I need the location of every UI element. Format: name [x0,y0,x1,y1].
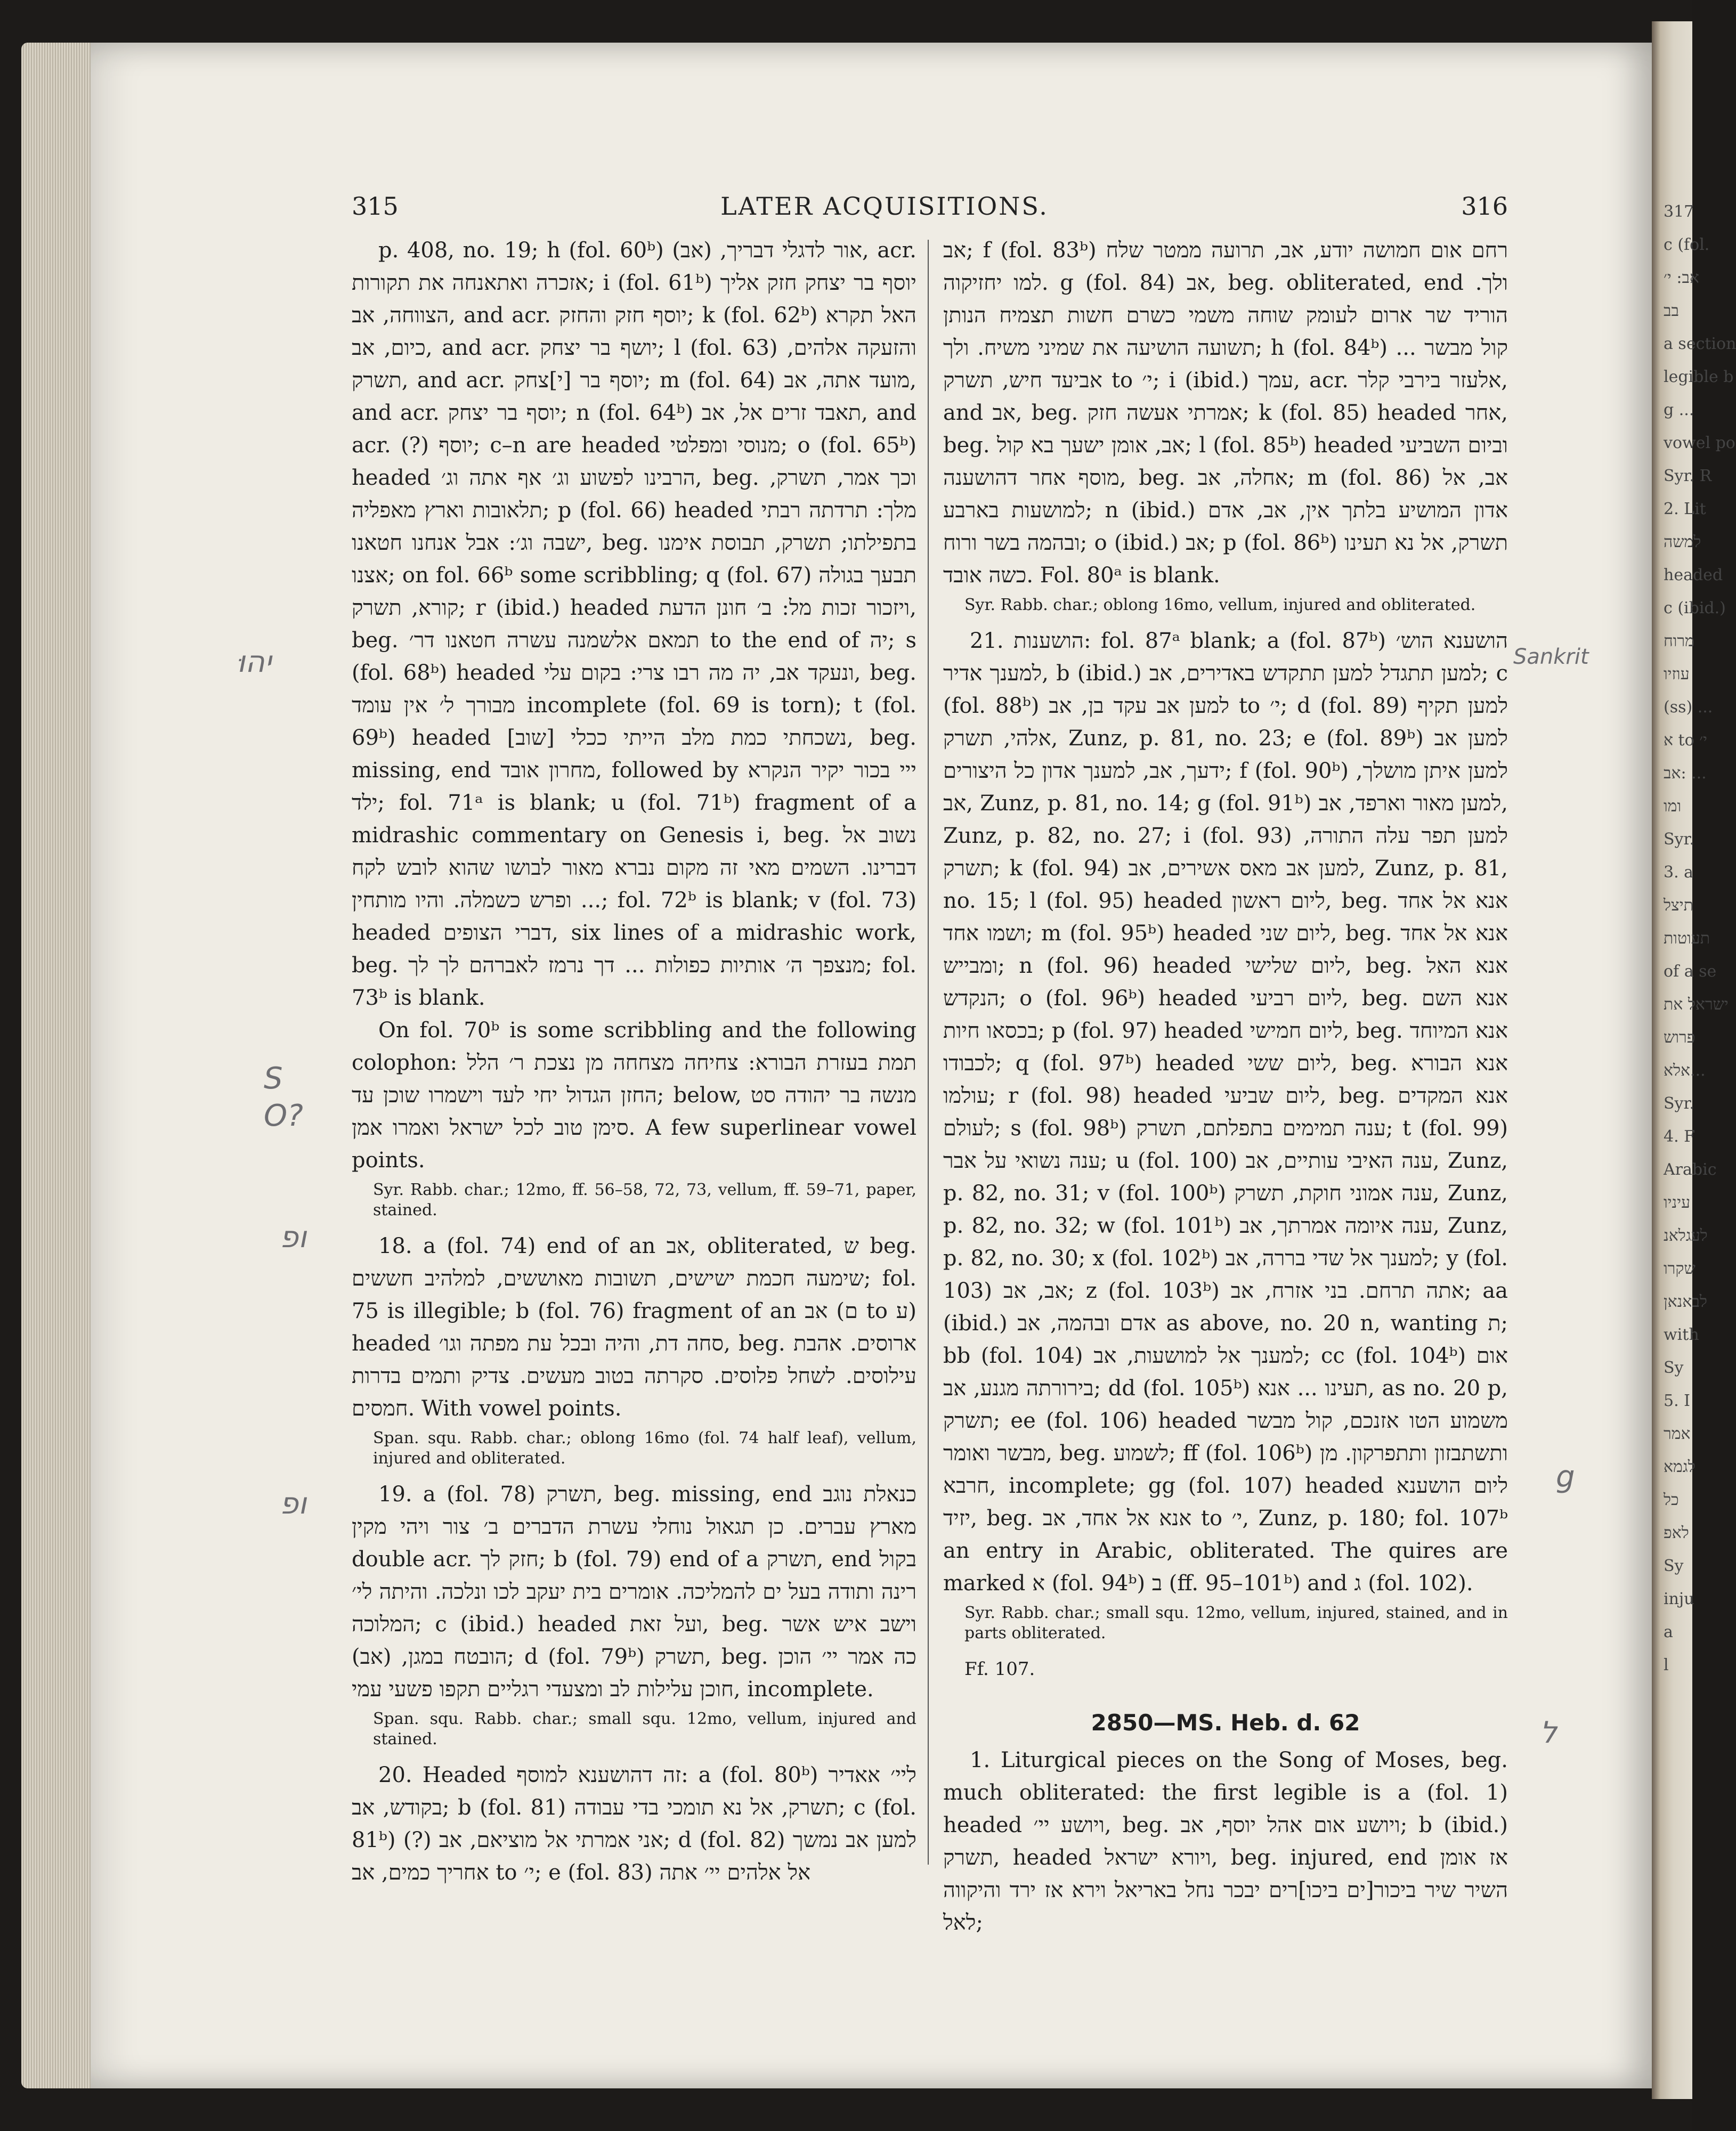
description-note: Syr. Rabb. char.; small squ. 12mo, vellum, injured, stained, and in parts obliterated. [964,1604,1508,1642]
manuscript-heading: 2850—MS. Heb. d. 62 [1091,1710,1360,1736]
description-note: Span. squ. Rabb. char.; oblong 16mo (fol. 74 half leaf), vellum, injured and obliterated. [373,1429,916,1468]
next-page-fragment: Syr. [1664,1094,1695,1113]
next-page-fragment: למשה [1664,533,1701,551]
next-page-fragment: שקרו [1664,1259,1696,1278]
next-page-fragment: Sy [1664,1557,1684,1575]
next-page-fragment: 2. Lit [1664,500,1706,518]
next-page-fragment: c (fol. [1664,235,1710,254]
next-page-fragment: לגמא [1664,1458,1696,1476]
entry-paragraph: On fol. 70ᵇ is some scribbling and the following colophon: תמת בעזרת הבורא: צחיחה מצחחה מן נצכת ר׳ הלל החזן הגדול יחי לעד וישמרו שוכן עד; below, מנשה בר יהודה סט סימן טוב לכל ישראל ואמרו אמן. A few superlinear vowel points. [352,1018,917,1173]
next-page-fragment: a [1664,1623,1673,1641]
next-page-fragment: לבאנאן [1664,1292,1707,1311]
page-number-right: 316 [1461,192,1508,221]
entry-paragraph: 21. הושענות: fol. 87ᵃ blank; a (fol. 87ᵇ) הושענא הוש׳ למענך אדיר, b (ibid.) למען תתגדל למען תתקדש באדירים, אב; c (fol. 88ᵇ) למען אב עקד בן, אב to י׳; d (fol. 89) למען תקיף אלהי, תשרק, Zunz, p. 81, no. 23; e (fol. 89ᵇ) למען אב ידעך, אב, למענך אדון כל היצורים; f (fol. 90ᵇ) למען איתן מושלך, אב, Zunz, p. 81, no. 14; g (fol. 91ᵇ) למען מאור וארפד, אב, Zunz, p. 82, no. 27; i (fol. 93) למען תפר עלה התורה, תשרק; k (fol. 94) למען אב מאס אשירים, אב, Zunz, p. 81, no. 15; l (fol. 95) headed ליום ראשון, beg. אנא אל אחד ושמו אחד; m (fol. 95ᵇ) headed ליום שני, beg. אנא אל אחד ומבייש; n (fol. 96) headed ליום שלישי, beg. אנא האל הנקדש; o (fol. 96ᵇ) headed ליום רביעי, beg. אנא השם בכסאו חיות; p (fol. 97) headed ליום חמישי, beg. אנא המיוחד לכבודו; q (fol. 97ᵇ) headed ליום ששי, beg. אנא הבורא עולמו; r (fol. 98) headed ליום שביעי, beg. אנא המקדים לעולם; s (fol. 98ᵇ) ענה תמימים בתפלתם, תשרק; t (fol. 99) ענה נשואי על אבר; u (fol. 100) ענה האיבי עותיים, אב, Zunz, p. 82, no. 31; v (fol. 100ᵇ) ענה אמוני חוקת, תשרק, Zunz, p. 82, no. 32; w (fol. 101ᵇ) ענה איומה אמרתך, אב, Zunz, p. 82, no. 30; x (fol. 102ᵇ) למענך אל שדי בררה, אב; y (fol. 103) אב, אב; z (fol. 103ᵇ) אתה תרחם. בני אזרח, אב; aa (ibid.) אדם ובהמה, אב as above, no. 20 n, wanting ת; bb (fol. 104) למענך אל למושעות, אב; cc (fol. 104ᵇ) אום בירורתה מגנע, אב; dd (fol. 105ᵇ) תעינו ... אנא, as no. 20 p, תשרק; ee (fol. 106) headed משמוע הטו אזנכם, קול מבשר מבשר ואומר, beg. לשמוע; ff (fol. 106ᵇ) ותשתבזון ותתפרקון. מן חרבא, incomplete; gg (fol. 107) headed ליום הושענא יזיד, beg. אנא אל אחד, אב to י׳, Zunz, p. 180; fol. 107ᵇ an entry in Arabic, obliterated. The quires are marked א (fol. 94ᵇ) ב (ff. 95–101ᵇ) and ג (fol. 102). [943,629,1508,1596]
entry-paragraph: 1. Liturgical pieces on the Song of Moses, beg. much obliterated: the first legible is a (fol. 1) headed ויושע יי׳, beg. ויושע אום אהל יוסף, אב; b (ibid.) תשרק, headed ויורא ישראל, beg. injured, end אז אומן השיר שיר ביכור[ים ביכו]רים יבכר נחל באריאל וירא אז ירד והיקווה לאל; [943,1748,1508,1935]
next-page-fragment: Sy [1664,1359,1684,1377]
description-note: Syr. Rabb. char.; oblong 16mo, vellum, injured and obliterated. [964,596,1476,614]
margin-note: יהוּ [237,645,272,679]
next-page-fragment: 4. F [1664,1127,1695,1146]
next-page-fragment: עיניו [1664,1193,1691,1212]
next-page-fragment: עוזיו [1664,665,1690,684]
next-page-fragment: בב [1664,302,1679,320]
page-edges [21,43,101,2088]
next-page-fragment: legible b [1664,368,1734,386]
next-page-fragment: vowel po [1664,434,1735,452]
next-page-fragment: ישראל את [1664,995,1729,1014]
next-page-fragment: אב: ... [1664,764,1707,783]
next-page-fragment: לעגלאנ [1664,1226,1708,1245]
next-page-fragment: תיצל [1664,896,1693,915]
next-page-fragment: 5. I [1664,1392,1691,1410]
margin-note: ל [1540,1715,1557,1750]
margin-note: g [1556,1460,1575,1494]
next-page-fragment: תעוטות [1664,929,1710,948]
next-page-fragment: Arabic [1664,1160,1717,1179]
running-header [261,192,1508,234]
next-page-fragment: Syr. R [1664,467,1712,485]
next-page-fragment: 317 [1664,202,1694,221]
description-note: Syr. Rabb. char.; 12mo, ff. 56–58, 72, 73, vellum, ff. 59–71, paper, stained. [373,1181,916,1219]
next-page-fragment: (ss) ... [1664,698,1713,717]
left-column [352,234,916,1971]
margin-note: ופ [280,1220,307,1255]
next-page-fragment: אב: י׳ [1664,269,1699,287]
entry-paragraph: 20. Headed זה דהושענא למוסף: a (fol. 80ᵇ) ליי׳ אאדיר בקודש, אב; b (fol. 81) תשרק, אל נא תומכי בדי עבודה; c (fol. 81ᵇ) (?) אני אמרתי אל מוציאם, אב; d (fol. 82) למען אב נמשך אחריך כמים, אב to י׳; e (fol. 83) אל אלהים יי׳ אתה [352,1763,917,1885]
folio-count: Ff. 107. [964,1658,1035,1680]
next-page-fragment: Syr. [1664,830,1695,849]
next-page-fragment: with [1664,1325,1699,1344]
next-page-fragment: l [1664,1656,1669,1674]
next-page-fragment: כל [1664,1491,1679,1509]
next-page-fragment: אלא... [1664,1061,1706,1080]
next-page-fragment: inju [1664,1590,1694,1608]
next-page-fragment: לאפ [1664,1524,1689,1542]
next-page-fragment: מרוח [1664,632,1694,650]
page-title: LATER ACQUISITIONS. [720,192,1049,221]
next-page-fragment: c (ibid.) [1664,599,1726,617]
next-page-fragment: א to י׳ [1664,731,1708,750]
margin-note: Sankrit [1513,645,1589,669]
entry-paragraph: 19. a (fol. 78) תשרק, beg. missing, end כנאלת נוגב מארץ עברים. כן תגאול נוחלי עשרת הדברים ב׳ צור ויהי מקין double acr. חזק לך; b (fol. 79) end of a תשרק, end בקול רינה ותודה בעל ים להמליכה. אומרים בית יעקב לכו ונלכה. והיתה לי׳ המלוכה; c (ibid.) headed ועל זאת, beg. וישב איש אשר הובטח במגן, (אב); d (fol. 79ᵇ) תשרק, beg. כה אמר יי׳ הוכן חוכן עלילות לב ומצעדי רגליים תקפו פשעי עמי, incomplete. [352,1482,917,1702]
right-column [943,234,1508,1971]
margin-note: ופ [280,1486,307,1521]
description-note: Span. squ. Rabb. char.; small squ. 12mo, vellum, injured and stained. [373,1710,916,1748]
next-page-fragment: headed [1664,566,1723,584]
next-page-fragment: ומו [1664,797,1682,816]
next-page-fragment: g ... [1664,401,1694,419]
next-page-fragment: a section [1664,335,1736,353]
margin-note: S O? [264,1061,303,1133]
next-page-fragment: 3. a [1664,863,1694,882]
entry-paragraph: 18. a (fol. 74) end of an אב, obliterated, ש beg. שימעה חכמת ישישים, תשובות מאוששים, למלהיב חששים; fol. 75 is illegible; b (fol. 76) fragment of an אב (ם to ע) headed סחה דת, והיה ובכל עת מפתה וגו׳, beg. ארוסים. אהבת עילוסים. לשחל פלוסים. סקרתה בטוב מעשים. צדיק ותמים בדרות חמסים. With vowel points. [352,1234,916,1421]
entry-paragraph: p. 408, no. 19; h (fol. 60ᵇ) אור לדגלי דבריך, (אב), acr. אזכרה ואתאנחה את תקורות; i (fol. 61ᵇ) יוסף בר יצחק חזק אליך הצווחה, אב, and acr. יוסף חזק והחזק; k (fol. 62ᵇ) האל תקרא כיום, אב, and acr. יושף בר יצחק; l (fol. 63) והזעקה אלהים, תשרק, and acr. יוסף בר [י]צחק; m (fol. 64) מועד אתה, אב, and acr. יוסף בר יצחק; n (fol. 64ᵇ) תאבד זרים אל, אב, and acr. (?) יוסף; c–n are headed מנוסי ומפלטי; o (fol. 65ᵇ) headed הרבינו לפשוע וג׳ אף אתה וג׳, beg. וכך אמר, תשרק, תלאובות וארץ מאפליה; p (fol. 66) headed מלך: תרדתה רבתי ישבה וג׳: אבל אנחנו חטאנו, beg. בתפילתו; תשרק, תבוסת אימנו אצנו; on fol. 66ᵇ some scribbling; q (fol. 67) תבעך בגולה קורא, תשרק; r (ibid.) headed ויזכור זכות מל: ב׳ חונן הדעת, beg. תמאם אלשמנה עשרה חטאנו דר׳ to the end of יה; s (fol. 68ᵇ) headed ונעקד אב, יה מה רבו צרי: בקום עלי, beg. מבורך ל׳ אין עומד incomplete (fol. 69 is torn); t (fol. 69ᵇ) headed [שוב] נשכחתי כמת מלב הייתי ככלי, beg. missing, end מחרון אובד, followed by ייי בכור יקיר הנקרא ילד; fol. 71ᵃ is blank; u (fol. 71ᵇ) fragment of a midrashic commentary on Genesis i, beg. נשוב אל דברינו. השמים מאי זה מקום נברא מאור לבושו שהוא לובש לקח ופרש כשמלה. והיו מותחין ...; fol. 72ᵇ is blank; v (fol. 73) headed דברי הצופים, six lines of a midrashic work, beg. מנצפך ה׳ אותיות כפולות ... דך נרמז לאברהם לך לך; fol. 73ᵇ is blank. [352,238,917,1010]
column-divider [928,240,929,1865]
page-number-left: 315 [352,192,399,221]
next-page-edge [1652,21,1736,2099]
next-page-fragment: אמר [1664,1425,1691,1443]
next-page-fragment: of a se [1664,962,1717,981]
entry-paragraph: אב; f (fol. 83ᵇ) רחם אום חמושה יודע, אב, תרועה ממטר שלח למו יחזיקוה. g (fol. 84) אב, beg. obliterated, end ולך. הוריד שר ארום לעומק שוחה משמי כשרם חשות תצמיח הנותן תשועה הושיעה את שמיני משיח. ולך; h (fol. 84ᵇ) קול מבשר ... אביעד חיש, תשרק to י׳; i (ibid.) עמך, acr. אלעזר בירבי קלר, and אב, beg. אמרתי אעשה חזק; k (fol. 85) headed אחר, beg. אב, אומן ישעך בא קול; l (fol. 85ᵇ) headed וביום השביעי מוסף אחר דהושענה, beg. אחלה, אב; m (fol. 86) אב, אל למושעות בארבע; n (ibid.) אדון המושיע בלתך אין, אב, אדם ובהמה בשר ורוח; o (ibid.) אב; p (fol. 86ᵇ) תשרק, אל נא תעינו כשה אובד. Fol. 80ᵃ is blank. [943,238,1508,588]
next-page-fragment: פרוש [1664,1028,1696,1047]
